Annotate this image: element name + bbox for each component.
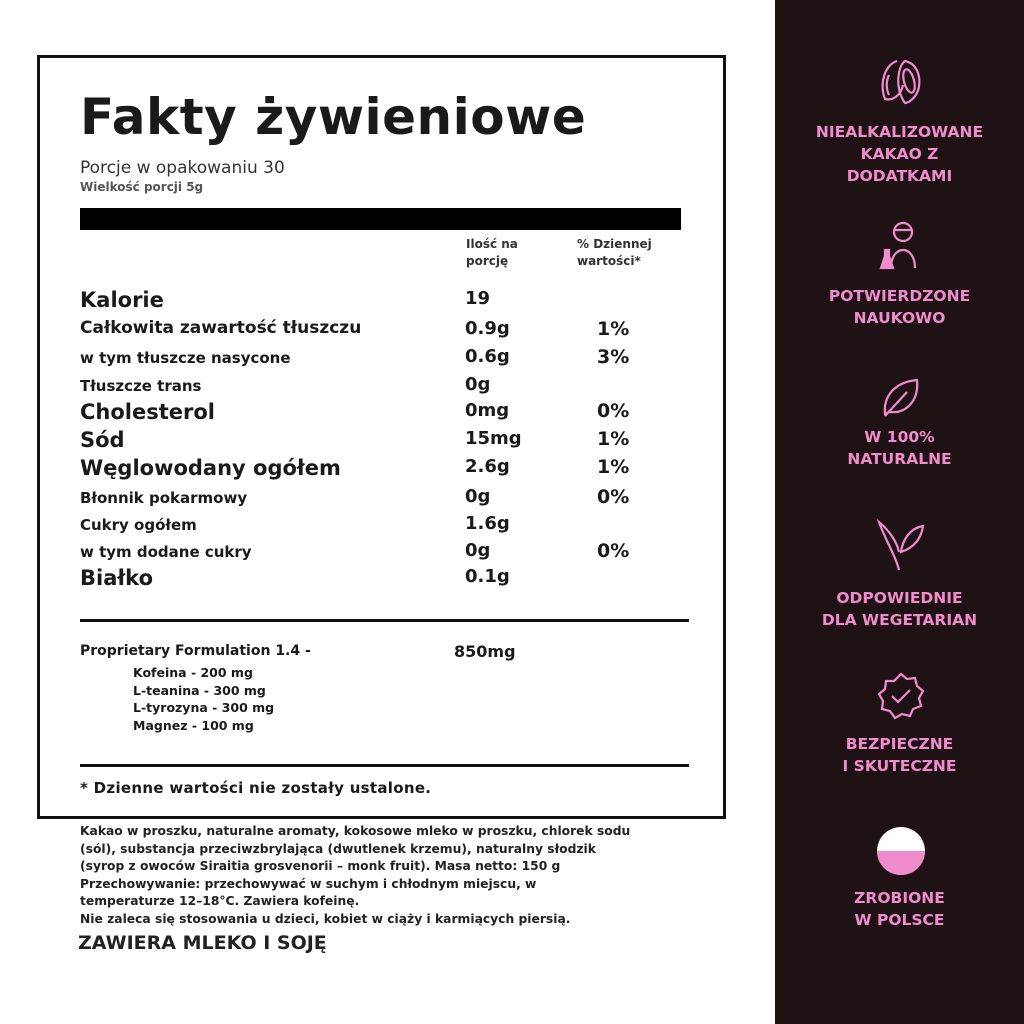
feature-safe-effective	[775, 733, 1024, 777]
divider	[80, 619, 689, 622]
page-title: Fakty żywieniowe	[80, 88, 587, 146]
nutrient-dv: 0%	[597, 540, 630, 562]
nutrient-name: Cukry ogółem	[80, 516, 197, 534]
proprietary-name: Proprietary Formulation 1.4 -	[80, 643, 311, 659]
nutrient-amount: 0g	[465, 486, 491, 507]
feature-text: BEZPIECZNE	[845, 735, 954, 753]
feature-text: I SKUTECZNE	[842, 757, 957, 775]
nutrient-name: w tym tłuszcze nasycone	[80, 349, 291, 367]
ingredient: Magnez - 100 mg	[133, 717, 254, 733]
table-row	[80, 318, 690, 344]
nutrient-name: Sód	[80, 428, 125, 452]
nutrient-dv: 1%	[597, 428, 630, 450]
feature-text: NIEALKALIZOWANE	[815, 123, 984, 141]
servings-per-container: Porcje w opakowaniu 30	[80, 158, 285, 178]
feature-text: ZROBIONE	[854, 889, 945, 907]
serving-size: Wielkość porcji 5g	[80, 180, 204, 194]
divider	[80, 764, 689, 767]
feature-scientifically-proven	[775, 285, 1024, 329]
badge-check-icon	[875, 670, 927, 722]
thick-divider	[80, 208, 681, 230]
header-line: porcję	[466, 254, 509, 268]
nutrient-dv: 0%	[597, 486, 630, 508]
poland-flag-icon	[875, 825, 927, 877]
cocoa-pod-icon	[875, 55, 927, 107]
ingredient: L-tyrozyna - 300 mg	[133, 700, 275, 715]
note-line: (syrop z owoców Siraitia grosvenorii – monk fruit). Masa netto: 150 g	[80, 859, 561, 873]
header-line: Ilość na	[466, 237, 518, 251]
ingredient: L-teanina - 300 mg	[133, 682, 266, 698]
feature-made-in-poland	[775, 887, 1024, 931]
ingredients-notes	[80, 823, 630, 928]
nutrient-name: Tłuszcze trans	[80, 377, 202, 395]
nutrient-amount: 15mg	[465, 428, 522, 449]
nutrient-name: Całkowita zawartość tłuszczu	[80, 318, 362, 338]
table-row	[80, 486, 690, 512]
nutrient-name: Cholesterol	[80, 400, 215, 424]
nutrient-name: Węglowodany ogółem	[80, 456, 341, 480]
nutrient-amount: 0.6g	[465, 346, 510, 367]
ingredient-list	[133, 664, 274, 734]
header-line: wartości*	[577, 254, 641, 268]
ingredient: Kofeina - 200 mg	[133, 665, 253, 680]
note-line: Przechowywanie: przechowywać w suchym i chłodnym miejscu, w	[80, 876, 537, 891]
amount-column-header	[466, 236, 518, 270]
feature-text: W 100%	[864, 428, 935, 446]
table-row	[80, 400, 690, 426]
scientist-icon	[875, 218, 927, 270]
nutrient-amount: 19	[465, 288, 491, 309]
note-line: Nie zaleca się stosowania u dzieci, kobiet w ciąży i karmiących piersią.	[80, 911, 571, 926]
feature-text: NATURALNE	[847, 450, 952, 468]
feature-text: DODATKAMI	[846, 167, 953, 185]
feature-text: POTWIERDZONE	[828, 287, 971, 305]
nutrient-name: Błonnik pokarmowy	[80, 489, 248, 507]
table-row	[80, 428, 690, 454]
proprietary-amount: 850mg	[454, 642, 516, 661]
table-row	[80, 540, 690, 566]
feature-vegetarian	[775, 587, 1024, 631]
note-line: temperaturze 12–18°C. Zawiera kofeinę.	[80, 894, 360, 908]
allergen-warning: ZAWIERA MLEKO I SOJĘ	[78, 932, 327, 954]
note-line: Kakao w proszku, naturalne aromaty, kokosowe mleko w proszku, chlorek sodu	[80, 824, 631, 838]
nutrient-amount: 0.1g	[465, 566, 510, 587]
nutrient-amount: 0g	[465, 540, 491, 561]
nutrient-amount: 0g	[465, 374, 491, 395]
header-line: % Dziennej	[577, 237, 652, 251]
table-row	[80, 456, 690, 482]
sprout-icon	[875, 518, 927, 570]
feature-unalkalized-cocoa	[775, 121, 1024, 187]
nutrient-dv: 0%	[597, 400, 630, 422]
table-row	[80, 288, 690, 314]
nutrient-amount: 1.6g	[465, 513, 510, 534]
table-row	[80, 374, 690, 400]
feature-text: DLA WEGETARIAN	[821, 611, 978, 629]
nutrient-name: Kalorie	[80, 288, 164, 312]
nutrient-name: w tym dodane cukry	[80, 543, 252, 561]
feature-text: NAUKOWO	[853, 309, 946, 327]
feature-text: KAKAO Z	[860, 145, 939, 163]
dv-column-header	[577, 236, 652, 270]
leaf-icon	[875, 372, 927, 424]
table-row	[80, 346, 690, 372]
footnote: * Dzienne wartości nie zostały ustalone.	[80, 779, 432, 797]
nutrient-dv: 1%	[597, 456, 630, 478]
feature-natural	[775, 426, 1024, 470]
feature-text: W POLSCE	[854, 911, 945, 929]
features-sidebar	[775, 0, 1024, 1024]
nutrient-amount: 2.6g	[465, 456, 510, 477]
nutrient-name: Białko	[80, 566, 153, 590]
table-row	[80, 513, 690, 539]
table-row	[80, 566, 690, 592]
nutrient-dv: 3%	[597, 346, 630, 368]
feature-text: ODPOWIEDNIE	[836, 589, 963, 607]
nutrient-dv: 1%	[597, 318, 630, 340]
nutrient-amount: 0.9g	[465, 318, 510, 339]
nutrient-amount: 0mg	[465, 400, 510, 421]
note-line: (sól), substancja przeciwzbrylająca (dwutlenek krzemu), naturalny słodzik	[80, 841, 596, 856]
